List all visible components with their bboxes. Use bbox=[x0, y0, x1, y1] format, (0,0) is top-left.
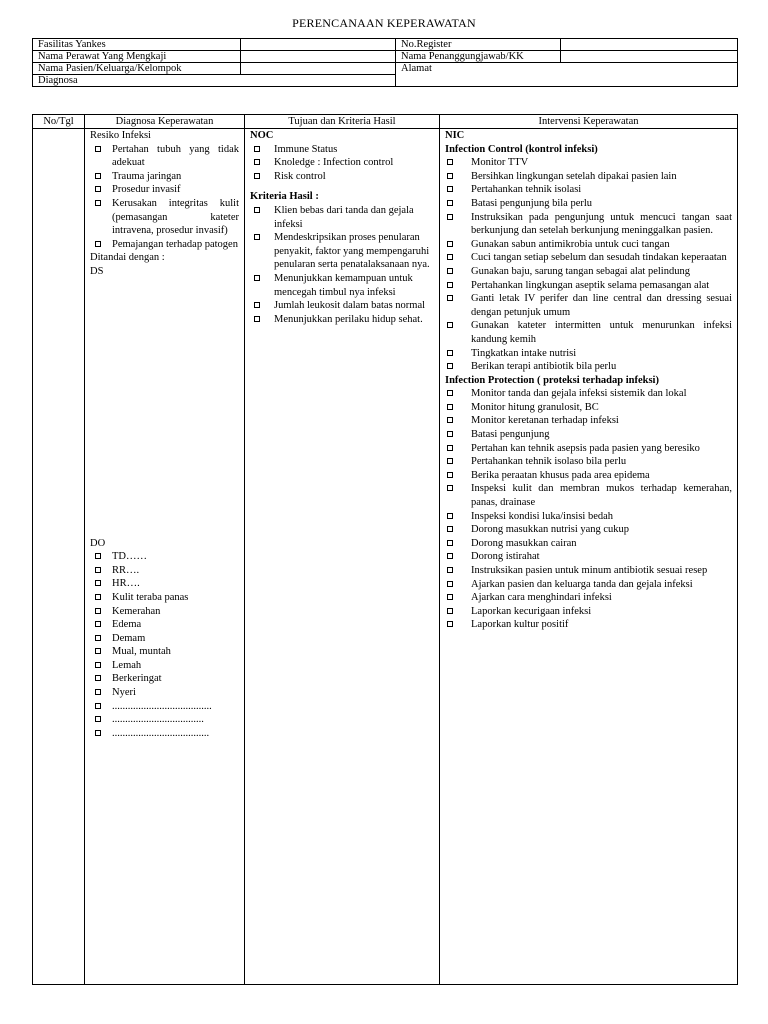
do-item: Berkeringat bbox=[90, 672, 239, 686]
do-item: Lemah bbox=[90, 659, 239, 673]
do-item: Mual, muntah bbox=[90, 645, 239, 659]
do-label: DO bbox=[90, 537, 106, 549]
checkbox-icon[interactable] bbox=[447, 200, 453, 206]
intervention-item: Dorong masukkan cairan bbox=[445, 537, 732, 551]
do-item: Kemerahan bbox=[90, 605, 239, 619]
checkbox-icon[interactable] bbox=[95, 241, 101, 247]
tujuan-cell bbox=[245, 129, 440, 985]
perawat-value[interactable] bbox=[241, 51, 396, 63]
kriteria-item: Jumlah leukosit dalam batas normal bbox=[250, 299, 434, 313]
pasien-label: Nama Pasien/Keluarga/Kelompok bbox=[33, 63, 241, 75]
intervention-item: Monitor hitung granulosit, BC bbox=[445, 401, 732, 415]
intervention-item: Bersihkan lingkungan setelah dipakai pasien lain bbox=[445, 170, 732, 184]
col-header-diagnosa: Diagnosa Keperawatan bbox=[85, 115, 245, 129]
checkbox-icon[interactable] bbox=[254, 234, 260, 240]
checkbox-icon[interactable] bbox=[447, 472, 453, 478]
col-header-no-tgl: No/Tgl bbox=[33, 115, 85, 129]
diagnosa-heading: Resiko Infeksi bbox=[90, 130, 151, 141]
risk-factor-item: Kerusakan integritas kulit (pemasangan kateter intravena, prosedur invasif) bbox=[90, 197, 239, 238]
intervention-item: Gunakan kateter intermitten untuk menurunkan infeksi kandung kemih bbox=[445, 319, 732, 346]
risk-factor-item: Trauma jaringan bbox=[90, 170, 239, 184]
alamat-label: Alamat bbox=[396, 63, 738, 87]
intervention-item: Instruksikan pasien untuk minum antibiotik sesuai resep bbox=[445, 564, 732, 578]
checkbox-icon[interactable] bbox=[95, 146, 101, 152]
do-item-blank: ...................................... bbox=[90, 700, 239, 714]
kriteria-item: Menunjukkan perilaku hidup sehat. bbox=[250, 313, 434, 327]
checkbox-icon[interactable] bbox=[447, 404, 453, 410]
intervention-item: Laporkan kultur positif bbox=[445, 618, 732, 632]
checkbox-icon[interactable] bbox=[447, 295, 453, 301]
care-plan-table bbox=[32, 114, 738, 985]
register-label: No.Register bbox=[396, 39, 561, 51]
checkbox-icon[interactable] bbox=[447, 254, 453, 260]
kriteria-item: Menunjukkan kemampuan untuk mencegah timbul nya infeksi bbox=[250, 272, 434, 299]
checkbox-icon[interactable] bbox=[95, 689, 101, 695]
header-info-table bbox=[32, 38, 738, 87]
kriteria-heading: Kriteria Hasil : bbox=[250, 191, 319, 203]
infection-protection-list bbox=[445, 387, 732, 632]
noc-heading: NOC bbox=[250, 130, 274, 141]
document-title: PERENCANAAN KEPERAWATAN bbox=[292, 16, 476, 30]
intervention-item: Monitor keretanan terhadap infeksi bbox=[445, 414, 732, 428]
risk-factor-list bbox=[90, 143, 239, 252]
penanggung-value[interactable] bbox=[561, 51, 738, 63]
checkbox-icon[interactable] bbox=[254, 302, 260, 308]
risk-factor-item: Prosedur invasif bbox=[90, 183, 239, 197]
kriteria-item: Klien bebas dari tanda dan gejala infeksi bbox=[250, 204, 434, 231]
checkbox-icon[interactable] bbox=[95, 594, 101, 600]
intervention-item: Berika peraatan khusus pada area epidema bbox=[445, 469, 732, 483]
checkbox-icon[interactable] bbox=[447, 553, 453, 559]
intervention-item: Batasi pengunjung bila perlu bbox=[445, 197, 732, 211]
intervention-item: Pertahankan tehnik isolasi bbox=[445, 183, 732, 197]
checkbox-icon[interactable] bbox=[95, 567, 101, 573]
checkbox-icon[interactable] bbox=[95, 703, 101, 709]
infection-control-heading: Infection Control (kontrol infeksi) bbox=[445, 143, 598, 155]
checkbox-icon[interactable] bbox=[95, 173, 101, 179]
checkbox-icon[interactable] bbox=[254, 146, 260, 152]
col-header-tujuan: Tujuan dan Kriteria Hasil bbox=[245, 115, 440, 129]
intervention-item: Inspeksi kulit dan membran mukos terhadap kemerahan, panas, drainase bbox=[445, 482, 732, 509]
checkbox-icon[interactable] bbox=[95, 608, 101, 614]
noc-item: Knoledge : Infection control bbox=[250, 156, 434, 170]
intervention-item: Berikan terapi antibiotik bila perlu bbox=[445, 360, 732, 374]
checkbox-icon[interactable] bbox=[254, 173, 260, 179]
checkbox-icon[interactable] bbox=[95, 580, 101, 586]
do-item: HR…. bbox=[90, 577, 239, 591]
checkbox-icon[interactable] bbox=[95, 553, 101, 559]
intervention-item: Gunakan sabun antimikrobia untuk cuci tangan bbox=[445, 238, 732, 252]
intervention-item: Dorong masukkan nutrisi yang cukup bbox=[445, 523, 732, 537]
checkbox-icon[interactable] bbox=[447, 526, 453, 532]
checkbox-icon[interactable] bbox=[447, 350, 453, 356]
checkbox-icon[interactable] bbox=[447, 431, 453, 437]
no-tgl-cell bbox=[33, 129, 85, 985]
diagnosa-label: Diagnosa bbox=[33, 75, 396, 87]
do-item: Edema bbox=[90, 618, 239, 632]
intervention-item: Ajarkan cara menghindari infeksi bbox=[445, 591, 732, 605]
intervention-item: Pertahankan tehnik isolaso bila perlu bbox=[445, 455, 732, 469]
checkbox-icon[interactable] bbox=[447, 458, 453, 464]
checkbox-icon[interactable] bbox=[447, 322, 453, 328]
checkbox-icon[interactable] bbox=[254, 159, 260, 165]
intervensi-cell bbox=[440, 129, 738, 985]
checkbox-icon[interactable] bbox=[95, 648, 101, 654]
checkbox-icon[interactable] bbox=[447, 363, 453, 369]
intervention-item: Monitor tanda dan gejala infeksi sistemik dan lokal bbox=[445, 387, 732, 401]
do-item: RR…. bbox=[90, 564, 239, 578]
checkbox-icon[interactable] bbox=[447, 268, 453, 274]
intervention-item: Inspeksi kondisi luka/insisi bedah bbox=[445, 510, 732, 524]
intervention-item: Batasi pengunjung bbox=[445, 428, 732, 442]
do-list bbox=[90, 550, 239, 740]
intervention-item: Laporkan kecurigaan infeksi bbox=[445, 605, 732, 619]
checkbox-icon[interactable] bbox=[447, 540, 453, 546]
checkbox-icon[interactable] bbox=[254, 316, 260, 322]
checkbox-icon[interactable] bbox=[95, 621, 101, 627]
intervention-item: Ganti letak IV perifer dan line central dan dressing sesuai dengan petunjuk umum bbox=[445, 292, 732, 319]
noc-item: Risk control bbox=[250, 170, 434, 184]
do-item: Kulit teraba panas bbox=[90, 591, 239, 605]
checkbox-icon[interactable] bbox=[447, 608, 453, 614]
register-value[interactable] bbox=[561, 39, 738, 51]
checkbox-icon[interactable] bbox=[447, 159, 453, 165]
checkbox-icon[interactable] bbox=[447, 621, 453, 627]
checkbox-icon[interactable] bbox=[447, 417, 453, 423]
checkbox-icon[interactable] bbox=[95, 716, 101, 722]
checkbox-icon[interactable] bbox=[95, 200, 101, 206]
pasien-value[interactable] bbox=[241, 63, 396, 75]
perawat-label: Nama Perawat Yang Mengkaji bbox=[33, 51, 241, 63]
intervention-item: Instruksikan pada pengunjung untuk mencuci tangan saat berkunjung dan setelah berkunjung meninggalkan pasien. bbox=[445, 211, 732, 238]
col-header-intervensi: Intervensi Keperawatan bbox=[440, 115, 738, 129]
intervention-item: Tingkatkan intake nutrisi bbox=[445, 347, 732, 361]
intervention-item: Cuci tangan setiap sebelum dan sesudah tindakan keperaatan bbox=[445, 251, 732, 265]
checkbox-icon[interactable] bbox=[447, 581, 453, 587]
checkbox-icon[interactable] bbox=[447, 214, 453, 220]
checkbox-icon[interactable] bbox=[447, 173, 453, 179]
checkbox-icon[interactable] bbox=[447, 445, 453, 451]
risk-factor-item: Pertahan tubuh yang tidak adekuat bbox=[90, 143, 239, 170]
checkbox-icon[interactable] bbox=[95, 186, 101, 192]
checkbox-icon[interactable] bbox=[95, 635, 101, 641]
noc-item: Immune Status bbox=[250, 143, 434, 157]
kriteria-item: Mendeskripsikan proses penularan penyakit, faktor yang mempengaruhi penularan serta penatalaksanaan nya. bbox=[250, 231, 434, 272]
checkbox-icon[interactable] bbox=[254, 207, 260, 213]
checkbox-icon[interactable] bbox=[447, 241, 453, 247]
checkbox-icon[interactable] bbox=[95, 675, 101, 681]
intervention-item: Monitor TTV bbox=[445, 156, 732, 170]
do-item: TD…… bbox=[90, 550, 239, 564]
intervention-item: Pertahan kan tehnik asepsis pada pasien yang beresiko bbox=[445, 442, 732, 456]
risk-factor-item: Pemajangan terhadap patogen bbox=[90, 238, 239, 252]
kriteria-list bbox=[250, 204, 434, 326]
checkbox-icon[interactable] bbox=[95, 730, 101, 736]
do-item-blank: ................................... bbox=[90, 713, 239, 727]
do-item: Demam bbox=[90, 632, 239, 646]
penanggung-label: Nama Penanggungjawab/KK bbox=[396, 51, 561, 63]
ditandai-label: Ditandai dengan : bbox=[90, 252, 165, 264]
fasilitas-label: Fasilitas Yankes bbox=[33, 39, 241, 51]
do-item: Nyeri bbox=[90, 686, 239, 700]
intervention-item: Pertahankan lingkungan aseptik selama pemasangan alat bbox=[445, 279, 732, 293]
nic-heading: NIC bbox=[445, 130, 465, 141]
checkbox-icon[interactable] bbox=[447, 513, 453, 519]
checkbox-icon[interactable] bbox=[447, 594, 453, 600]
intervention-item: Gunakan baju, sarung tangan sebagai alat pelindung bbox=[445, 265, 732, 279]
checkbox-icon[interactable] bbox=[447, 390, 453, 396]
intervention-item: Dorong istirahat bbox=[445, 550, 732, 564]
noc-list bbox=[250, 143, 434, 184]
checkbox-icon[interactable] bbox=[447, 485, 453, 491]
checkbox-icon[interactable] bbox=[254, 275, 260, 281]
checkbox-icon[interactable] bbox=[447, 282, 453, 288]
fasilitas-value[interactable] bbox=[241, 39, 396, 51]
infection-control-list bbox=[445, 156, 732, 374]
intervention-item: Ajarkan pasien dan keluarga tanda dan gejala infeksi bbox=[445, 578, 732, 592]
ds-label: DS bbox=[90, 265, 104, 277]
infection-protection-heading: Infection Protection ( proteksi terhadap infeksi) bbox=[445, 374, 659, 386]
checkbox-icon[interactable] bbox=[447, 567, 453, 573]
checkbox-icon[interactable] bbox=[447, 186, 453, 192]
do-item-blank: ..................................... bbox=[90, 727, 239, 741]
diagnosa-cell bbox=[85, 129, 245, 985]
checkbox-icon[interactable] bbox=[95, 662, 101, 668]
